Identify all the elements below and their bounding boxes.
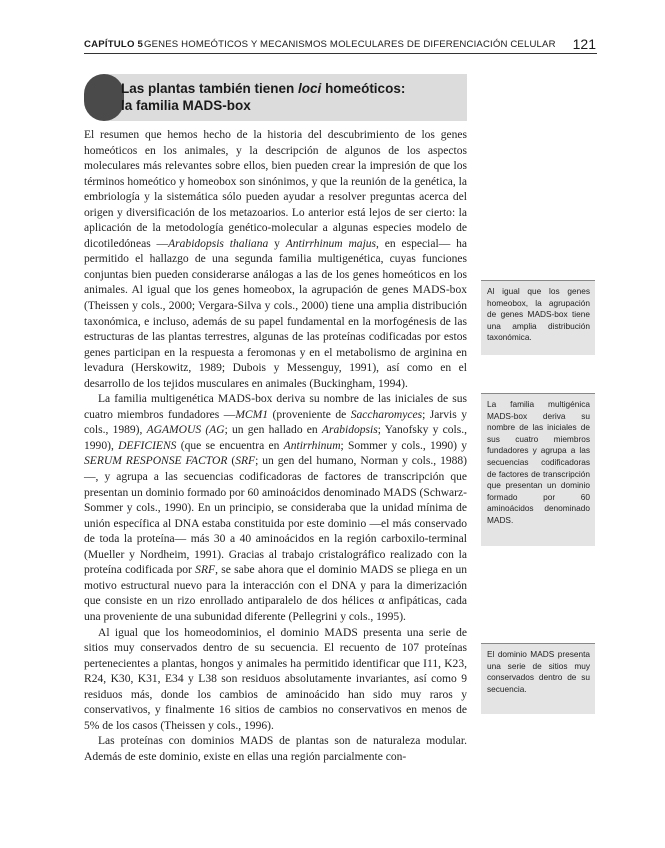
- page-number: 121: [572, 36, 596, 52]
- italic-run: SRF: [235, 455, 256, 468]
- paragraph: [84, 626, 467, 735]
- margin-note: La familia multigénica MADS-box deriva su nombre de las iniciales de sus cuatro miembros fundadores y agrupa a las secuencias codificadoras de factores de transcripción que presentan un dominio formado por 60 aminoácidos denominado MADS.: [481, 393, 595, 546]
- chapter-label: CAPÍTULO 5: [84, 39, 144, 50]
- margin-note: Al igual que los genes homeobox, la agrupación de genes MADS-box tiene una amplia distribución taxonómica.: [481, 280, 595, 355]
- text-run: ; Yanofsky y cols., 1990),: [84, 424, 468, 452]
- header-rule: [84, 53, 597, 54]
- text-run: (: [227, 455, 236, 468]
- italic-run: SRF: [195, 564, 216, 577]
- text-run: (que se encuentra en: [176, 439, 284, 452]
- chapter-title: GENES HOMEÓTICOS Y MECANISMOS MOLECULARES DE DIFERENCIACIÓN CELULAR: [144, 39, 556, 50]
- section-heading-marker: [84, 74, 124, 121]
- paragraph: [84, 128, 467, 392]
- text-run: ; Jarvis y cols., 1989),: [84, 408, 467, 437]
- text-run: ; un gen hallado en: [224, 424, 322, 437]
- italic-run: AGAMOUS (AG: [146, 424, 225, 437]
- text-run: ; un gen del humano, Norman y cols., 1988)—, y agrupa a las secuencias codificadoras de factores de transcripción que presentan un dominio formado por 60 aminoácidos denominado MADS (Schwarz-Sommer y cols., 1990). En un principio, se consideraba que la unidad mínima de unión específica al DNA estaba constituida por este dominio —el más conservado de toda la proteína— más 30 a 40 aminoácidos en la región carboxilo-terminal (Mueller y Nordheim, 1991). Gracias al trabajo cristalográfico realizado con la proteína codificada por: [84, 455, 468, 577]
- italic-run: Antirrhinum: [283, 439, 341, 452]
- italic-run: MCM1: [235, 408, 269, 421]
- italic-run: SERUM RESPONSE FACTOR: [84, 455, 228, 468]
- text-run: (proveniente de: [268, 408, 351, 421]
- italic-run: Arabidopsis thaliana: [168, 237, 269, 250]
- text-run: Las proteínas con dominios MADS de plantas son de naturaleza modular. Además de este dominio, existe en ellas una región parcialmente con-: [84, 735, 467, 763]
- running-header: [84, 36, 596, 54]
- text-run: El resumen que hemos hecho de la historia del descubrimiento de los genes homeóticos en los animales, y la descripción de algunos de los aspectos moleculares más relevantes sobre ellos, bien pueden crear la impresión de que los términos homeótico y homeobox son sinónimos, y que la reunión de la genética, la embriología y la sistemática sólo pueden ayudar a resolver preguntas acerca del origen y diversificación de los metazoarios. Lo anterior está lejos de ser cierto: la aplicación de la metodología genético-molecular a algunas especies modelo de dicotiledóneas —: [84, 129, 467, 250]
- text-run: , en especial— ha permitido el hallazgo de una segunda familia multigenética, cuyas funciones conjuntas bien pueden considerarse análogas a las de los genes homeóticos en los animales. Al igual que los genes homeobox, la agrupación de genes MADS-box (Theissen y cols., 2000; Vergara-Silva y cols., 2000) tiene una amplia distribución taxonómica, e incluso, además de su papel fundamental en la morfogénesis de las estructuras de las plantas terrestres, algunas de las proteínas codificadas por estos genes participan en la respuesta a feromonas y en el metabolismo de arginina en levadura (Herskowitz, 1989; Dubois y Messenguy, 1991), así como en el desarrollo de los tejidos musculares en animales (Buckingham, 1994).: [84, 237, 467, 390]
- paragraph: [84, 392, 467, 625]
- text-run: y: [268, 237, 286, 250]
- italic-run: Arabidopsis: [321, 424, 378, 437]
- italic-run: Antirrhinum majus: [285, 237, 377, 250]
- section-title: Las plantas también tienen loci homeóticos: la familia MADS-box: [121, 81, 406, 113]
- body-text: [84, 128, 467, 765]
- paragraph: [84, 734, 467, 765]
- italic-run: DEFICIENS: [118, 439, 177, 452]
- text-run: ; Sommer y cols., 1990) y: [340, 439, 468, 452]
- text-run: La familia multigenética MADS-box deriva su nombre de las iniciales de sus cuatro miembros fundadores —: [84, 393, 467, 421]
- italic-run: Saccharomyces: [350, 408, 423, 421]
- margin-note: El dominio MADS presenta una serie de sitios muy conservados dentro de su secuencia.: [481, 643, 595, 714]
- text-run: , se sabe ahora que el dominio MADS se pliega en un motivo estructural nuevo para la interacción con el DNA y para la dimerización que consiste en un rizo enrollado antiparalelo de dos hélices α anfipáticas, cada una proveniente de una subunidad diferente (Pellegrini y cols., 1995).: [84, 564, 468, 623]
- text-run: Al igual que los homeodominios, el dominio MADS presenta una serie de sitios muy conservados dentro de su secuencia. El recuento de 107 proteínas pertenecientes a plantas, hongos y animales ha permitido identificar que I11, K23, R24, K30, K31, E34 y L38 son residuos absolutamente invariantes, así como 9 residuos más, donde los cambios de aminoácido han sido muy raros y conservativos, y finalmente 16 sitios de cambios no conservativos en menos de 5% de los casos (Theissen y cols., 1996).: [84, 626, 467, 732]
